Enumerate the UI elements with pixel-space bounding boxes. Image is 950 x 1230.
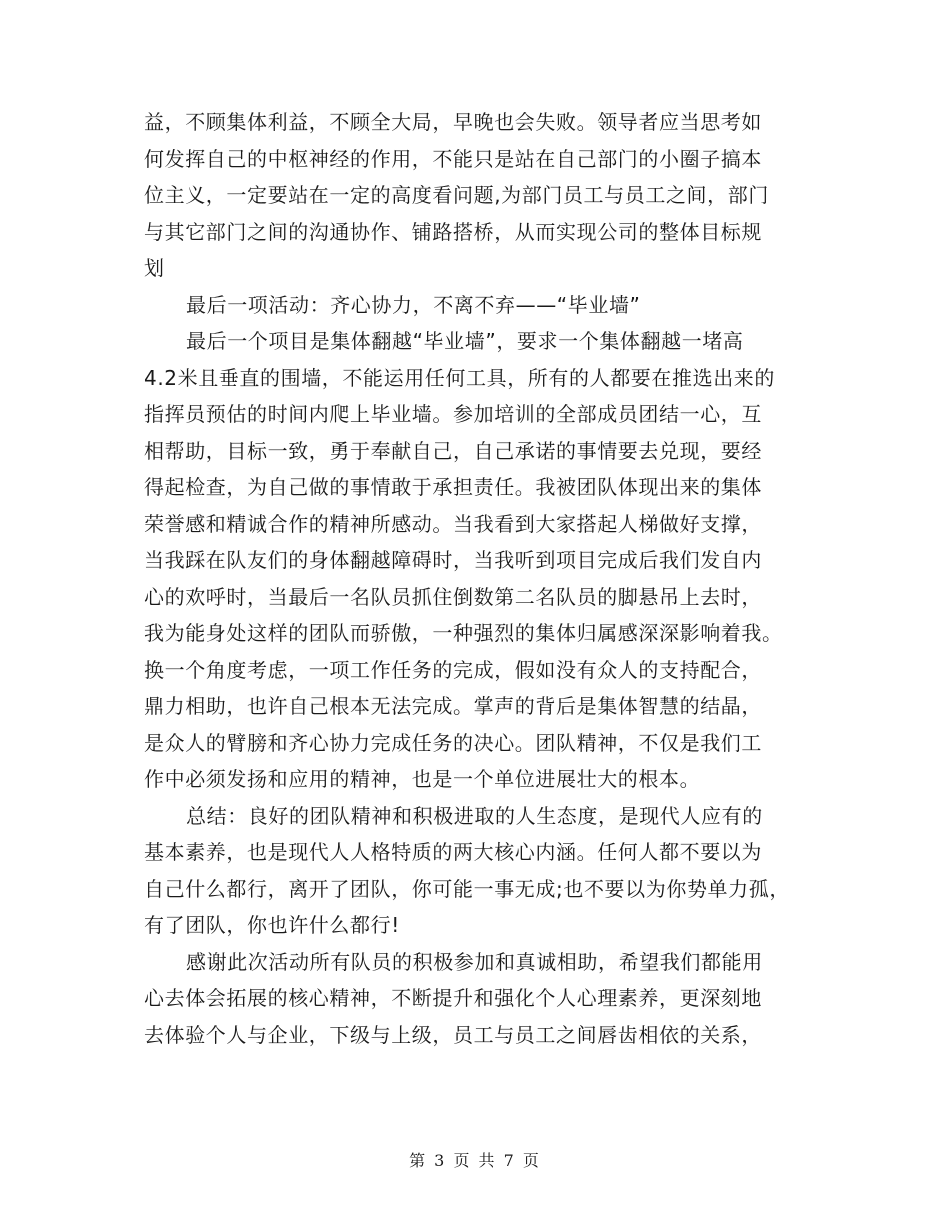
text-line: 心去体会拓展的核心精神，不断提升和强化个人心理素养，更深刻地 xyxy=(144,986,762,1010)
text-line: 4.2米且垂直的围墙，不能运用任何工具，所有的人都要在推选出来的 xyxy=(144,365,776,390)
text-line: 何发挥自己的中枢神经的作用，不能只是站在自己部门的小圈子搞本 xyxy=(144,146,762,171)
text-line: 最后一个项目是集体翻越“毕业墙”，要求一个集体翻越一堵高 xyxy=(186,329,744,353)
text-line: 相帮助，目标一致，勇于奉献自己，自己承诺的事情要去兑现，要经 xyxy=(144,438,762,463)
body-text xyxy=(144,104,824,1053)
text-line: 鼎力相助，也许自己根本无法完成。掌声的背后是集体智慧的结晶， xyxy=(144,694,762,718)
text-line: 换一个角度考虑，一项工作任务的完成，假如没有众人的支持配合， xyxy=(144,657,762,682)
text-line: 是众人的臂膀和齐心协力完成任务的决心。团队精神，不仅是我们工 xyxy=(144,730,762,755)
text-line: 得起检查，为自己做的事情敢于承担责任。我被团队体现出来的集体 xyxy=(144,475,762,499)
text-line: 荣誉感和精诚合作的精神所感动。当我看到大家搭起人梯做好支撑， xyxy=(144,511,762,536)
text-line: 最后一项活动：齐心协力，不离不弃——“毕业墙” xyxy=(186,292,641,317)
text-line: 益，不顾集体利益，不顾全大局，早晚也会失败。领导者应当思考如 xyxy=(144,110,762,134)
text-line: 我为能身处这样的团队而骄傲，一种强烈的集体归属感深深影响着我。 xyxy=(144,621,783,645)
text-line: 当我踩在队友们的身体翻越障碍时，当我听到项目完成后我们发自内 xyxy=(144,548,762,572)
text-line: 有了团队，你也许什么都行! xyxy=(144,913,400,937)
text-line: 指挥员预估的时间内爬上毕业墙。参加培训的全部成员团结一心，互 xyxy=(144,402,762,426)
text-line: 自己什么都行，离开了团队，你可能一事无成;也不要以为你势单力孤， xyxy=(144,876,790,901)
text-line: 感谢此次活动所有队员的积极参加和真诚相助，希望我们都能用 xyxy=(186,949,763,974)
text-line: 基本素养，也是现代人人格特质的两大核心内涵。任何人都不要以为 xyxy=(144,840,762,864)
text-line: 心的欢呼时，当最后一名队员抓住倒数第二名队员的脚悬吊上去时， xyxy=(144,584,762,609)
text-line: 与其它部门之间的沟通协作、铺路搭桥，从而实现公司的整体目标规 xyxy=(144,219,762,244)
text-line: 划 xyxy=(144,256,165,280)
text-line: 位主义，一定要站在一定的高度看问题,为部门员工与员工之间，部门 xyxy=(144,183,769,207)
text-line: 作中必须发扬和应用的精神，也是一个单位进展壮大的根本。 xyxy=(144,767,701,791)
text-line: 去体验个人与企业，下级与上级，员工与员工之间唇齿相依的关系， xyxy=(144,1022,762,1047)
text-line: 总结：良好的团队精神和积极进取的人生态度，是现代人应有的 xyxy=(186,803,763,828)
page-footer: 第 3 页 共 7 页 xyxy=(409,1151,541,1170)
